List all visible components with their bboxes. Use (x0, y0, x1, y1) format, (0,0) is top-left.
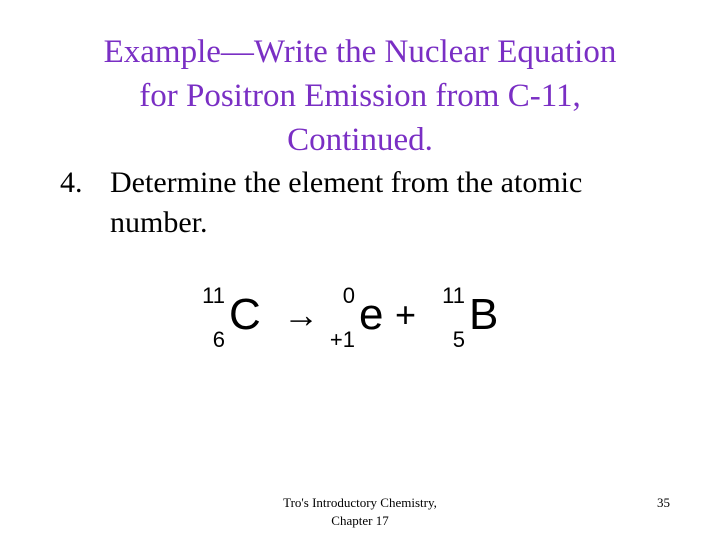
positron-charge: +1 (329, 327, 355, 352)
step-number: 4. (60, 166, 83, 199)
footer-source (260, 494, 460, 530)
slide-title (40, 30, 680, 162)
slide-title-line-2: for Positron Emission from C-11, (139, 78, 581, 114)
footer-source-line-2: Chapter 17 (331, 513, 389, 528)
step-text: Determine the element from the atomic number. (110, 166, 583, 239)
slide-title-line-1: Example—Write the Nuclear Equation (103, 34, 617, 70)
slide-title-line-3: Continued. (287, 122, 433, 158)
page-number: 35 (657, 495, 670, 510)
reaction-arrow: → (283, 294, 319, 335)
footer-source-line-1: Tro's Introductory Chemistry, (283, 495, 437, 510)
product-symbol: B (469, 290, 499, 339)
reactant-atomic-number: 6 (212, 327, 225, 352)
product-mass-number: 11 (442, 283, 465, 308)
plus-sign: + (395, 294, 417, 335)
positron-mass-number: 0 (342, 283, 355, 308)
reactant-symbol: C (229, 290, 261, 339)
reactant-mass-number: 11 (202, 283, 225, 308)
nuclear-equation (195, 285, 515, 355)
product-atomic-number: 5 (452, 327, 465, 352)
positron-symbol: e (359, 290, 384, 339)
